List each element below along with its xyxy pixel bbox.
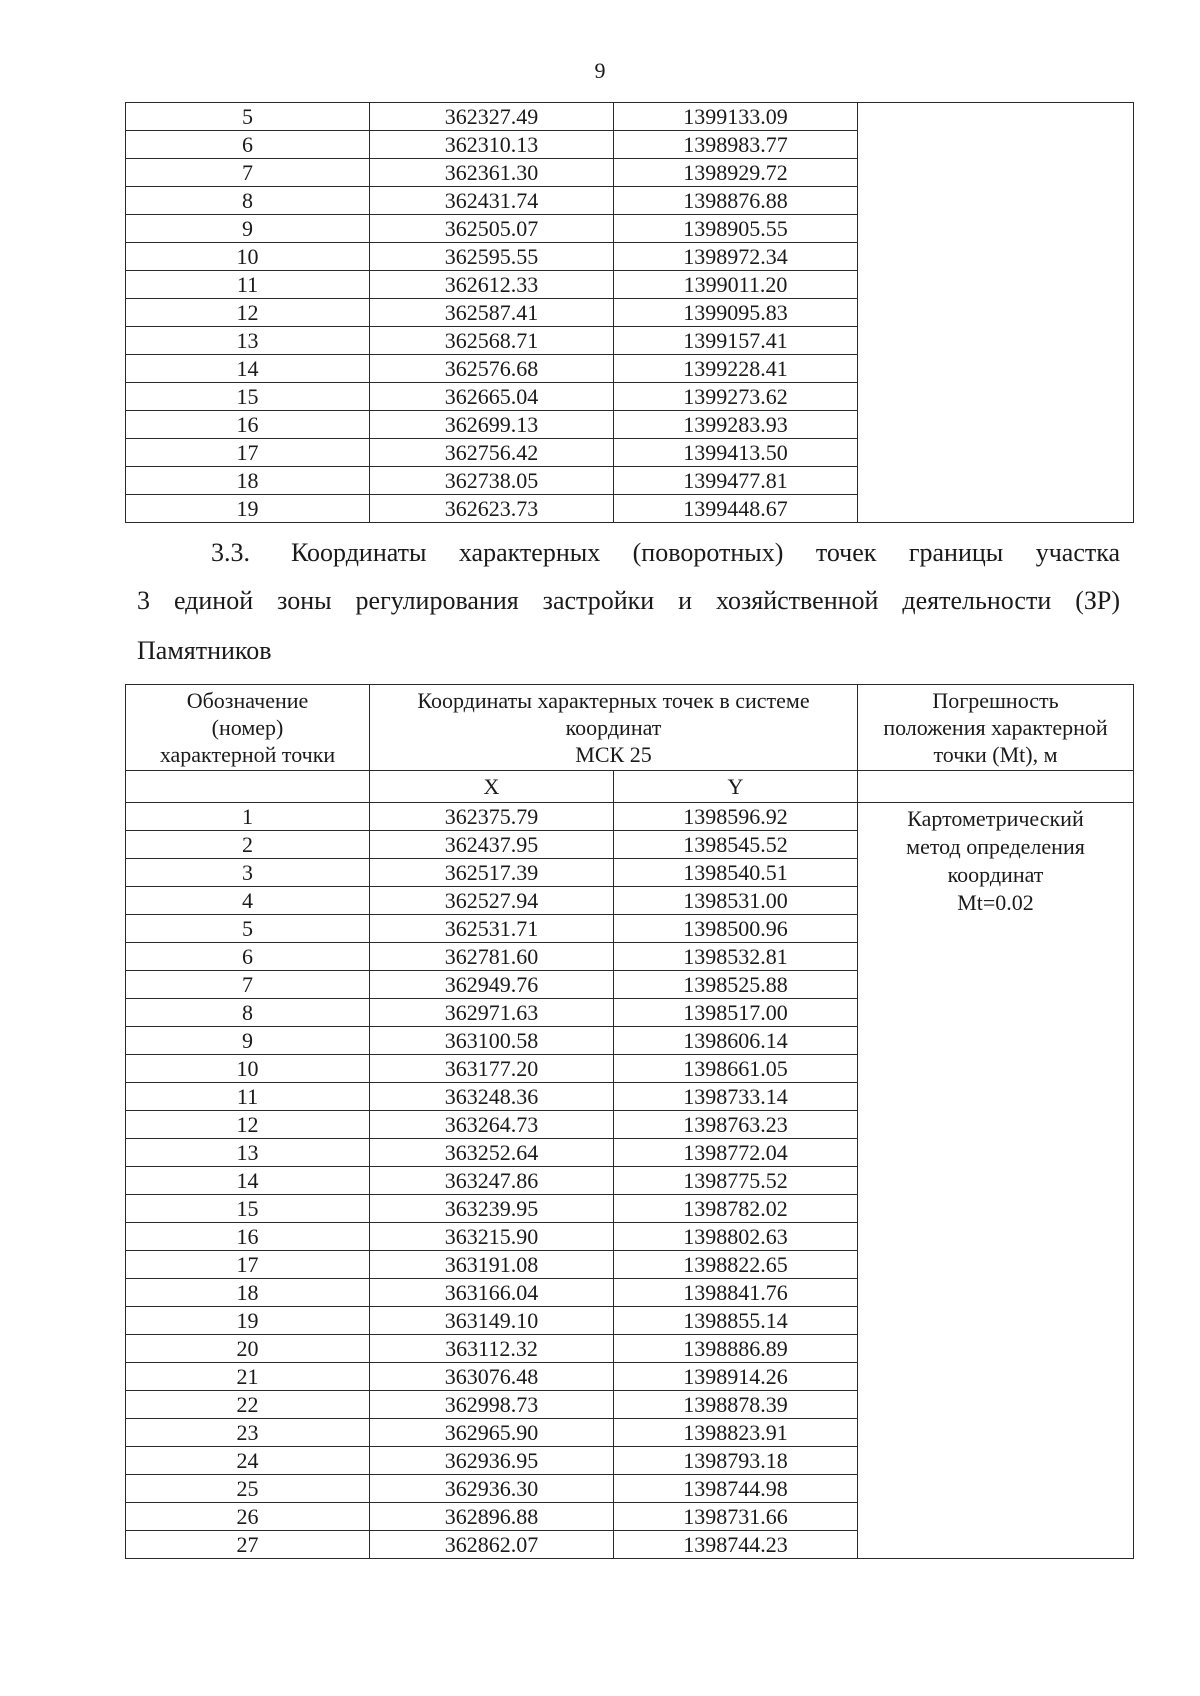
point-number: 17 [126,1251,370,1279]
table-header-row [126,685,1134,771]
point-number: 5 [126,915,370,943]
coord-x: 362531.71 [370,915,614,943]
coord-x: 362517.39 [370,859,614,887]
point-number: 26 [126,1503,370,1531]
point-number: 2 [126,831,370,859]
coord-x: 363247.86 [370,1167,614,1195]
point-number: 15 [126,1195,370,1223]
header-coordinates-line: Координаты характерных точек в системе [417,688,810,713]
point-number: 18 [126,467,370,495]
coord-y: 1398661.05 [614,1055,858,1083]
point-number: 17 [126,439,370,467]
error-note-line: координат [947,862,1044,887]
coord-y: 1398545.52 [614,831,858,859]
coord-x: 363248.36 [370,1083,614,1111]
coord-y: 1398517.00 [614,999,858,1027]
header-point-number-line: (номер) [211,715,284,740]
coord-y: 1398878.39 [614,1391,858,1419]
point-number: 23 [126,1419,370,1447]
coord-y: 1398500.96 [614,915,858,943]
coord-y: 1398772.04 [614,1139,858,1167]
coord-y: 1399095.83 [614,299,858,327]
point-number: 16 [126,411,370,439]
coord-y: 1398822.65 [614,1251,858,1279]
point-number: 3 [126,859,370,887]
point-number: 18 [126,1279,370,1307]
page-number: 9 [594,58,606,83]
point-number: 10 [126,243,370,271]
error-note-cell [858,803,1134,1559]
point-number: 22 [126,1391,370,1419]
table-subheader-row [126,771,1134,803]
coord-x: 362327.49 [370,103,614,131]
coord-x: 363076.48 [370,1363,614,1391]
section-number: 3.3. [211,538,250,567]
subheader-empty [858,771,1134,803]
coord-y: 1399283.93 [614,411,858,439]
point-number: 21 [126,1363,370,1391]
coord-x: 362437.95 [370,831,614,859]
error-note-line: Картометрический [907,806,1084,831]
point-number: 1 [126,803,370,831]
section-title-line3: Памятников [137,636,272,665]
header-coordinates [370,685,858,771]
coord-y: 1398531.00 [614,887,858,915]
coord-y: 1398855.14 [614,1307,858,1335]
point-number: 13 [126,1139,370,1167]
header-error [858,685,1134,771]
coord-x: 362971.63 [370,999,614,1027]
point-number: 15 [126,383,370,411]
coord-y: 1398972.34 [614,243,858,271]
point-number: 12 [126,1111,370,1139]
coord-y: 1398744.23 [614,1531,858,1559]
coord-y: 1399011.20 [614,271,858,299]
coord-x: 362699.13 [370,411,614,439]
point-number: 14 [126,355,370,383]
coord-x: 362665.04 [370,383,614,411]
error-note-line: Mt=0.02 [957,890,1034,915]
header-coordinates-line: координат [565,715,662,740]
subheader-empty [126,771,370,803]
coord-y: 1399448.67 [614,495,858,523]
header-error-line: Погрешность [932,688,1059,713]
coord-y: 1398793.18 [614,1447,858,1475]
section-heading-line1 [137,528,1120,578]
coord-y: 1398983.77 [614,131,858,159]
coord-y: 1398876.88 [614,187,858,215]
coord-x: 362375.79 [370,803,614,831]
coord-x: 362612.33 [370,271,614,299]
coord-x: 362361.30 [370,159,614,187]
subheader-y: Y [614,771,858,803]
point-number: 11 [126,271,370,299]
point-number: 10 [126,1055,370,1083]
coord-x: 362756.42 [370,439,614,467]
coord-y: 1398929.72 [614,159,858,187]
point-number: 13 [126,327,370,355]
point-number: 8 [126,187,370,215]
coord-y: 1398905.55 [614,215,858,243]
coord-y: 1398782.02 [614,1195,858,1223]
table-row [126,103,1134,131]
coord-x: 362505.07 [370,215,614,243]
point-number: 7 [126,159,370,187]
coord-x: 362781.60 [370,943,614,971]
header-point-number [126,685,370,771]
header-point-number-line: Обозначение [186,688,309,713]
coord-x: 363264.73 [370,1111,614,1139]
coordinates-table-body [126,803,1134,1559]
point-number: 11 [126,1083,370,1111]
coord-x: 362936.30 [370,1475,614,1503]
coord-y: 1398886.89 [614,1335,858,1363]
coord-x: 362431.74 [370,187,614,215]
coord-x: 362998.73 [370,1391,614,1419]
coord-y: 1399157.41 [614,327,858,355]
coord-x: 362862.07 [370,1531,614,1559]
coord-y: 1398763.23 [614,1111,858,1139]
coord-x: 362949.76 [370,971,614,999]
coord-x: 362738.05 [370,467,614,495]
point-number: 8 [126,999,370,1027]
header-error-line: точки (Mt), м [933,742,1058,767]
point-number: 14 [126,1167,370,1195]
coord-x: 363215.90 [370,1223,614,1251]
header-error-line: положения характерной [883,715,1108,740]
point-number: 5 [126,103,370,131]
coord-x: 363252.64 [370,1139,614,1167]
coord-y: 1399273.62 [614,383,858,411]
coord-y: 1398525.88 [614,971,858,999]
error-note-cell [858,103,1134,523]
coord-x: 363112.32 [370,1335,614,1363]
point-number: 12 [126,299,370,327]
coord-x: 363239.95 [370,1195,614,1223]
point-number: 25 [126,1475,370,1503]
coord-x: 363100.58 [370,1027,614,1055]
coord-y: 1398532.81 [614,943,858,971]
header-point-number-line: характерной точки [159,742,336,767]
coord-x: 362527.94 [370,887,614,915]
point-number: 6 [126,131,370,159]
point-number: 27 [126,1531,370,1559]
point-number: 19 [126,1307,370,1335]
coord-x: 362595.55 [370,243,614,271]
point-number: 19 [126,495,370,523]
coord-y: 1398731.66 [614,1503,858,1531]
coordinates-table-continued [125,102,1134,523]
coord-y: 1399413.50 [614,439,858,467]
section-title-line2: 3 единой зоны регулирования застройки и хозяйственной деятельности (ЗР) [137,586,1120,615]
subheader-x: X [370,771,614,803]
point-number: 9 [126,1027,370,1055]
coord-y: 1398775.52 [614,1167,858,1195]
point-number: 16 [126,1223,370,1251]
coord-y: 1399477.81 [614,467,858,495]
coord-x: 362310.13 [370,131,614,159]
coord-x: 362896.88 [370,1503,614,1531]
coord-y: 1398841.76 [614,1279,858,1307]
coord-x: 363191.08 [370,1251,614,1279]
coord-y: 1398733.14 [614,1083,858,1111]
coord-x: 362936.95 [370,1447,614,1475]
coordinates-table-continued-body [126,103,1134,523]
point-number: 20 [126,1335,370,1363]
coord-y: 1398606.14 [614,1027,858,1055]
coord-y: 1399133.09 [614,103,858,131]
coord-x: 362576.68 [370,355,614,383]
coord-y: 1398744.98 [614,1475,858,1503]
point-number: 9 [126,215,370,243]
coord-x: 363166.04 [370,1279,614,1307]
coord-x: 363149.10 [370,1307,614,1335]
header-coordinates-line: МСК 25 [575,742,652,767]
coord-x: 362623.73 [370,495,614,523]
coord-y: 1398823.91 [614,1419,858,1447]
coord-y: 1398802.63 [614,1223,858,1251]
error-note-line: метод определения [906,834,1085,859]
section-title-line1: Координаты характерных (поворотных) точек границы участка [291,538,1120,567]
coord-x: 362568.71 [370,327,614,355]
point-number: 7 [126,971,370,999]
coord-y: 1399228.41 [614,355,858,383]
coordinates-table-section-3-3 [125,684,1134,1559]
coord-y: 1398596.92 [614,803,858,831]
coord-x: 363177.20 [370,1055,614,1083]
point-number: 6 [126,943,370,971]
coord-x: 362965.90 [370,1419,614,1447]
table-row [126,803,1134,831]
coord-x: 362587.41 [370,299,614,327]
point-number: 4 [126,887,370,915]
point-number: 24 [126,1447,370,1475]
coord-y: 1398540.51 [614,859,858,887]
coord-y: 1398914.26 [614,1363,858,1391]
